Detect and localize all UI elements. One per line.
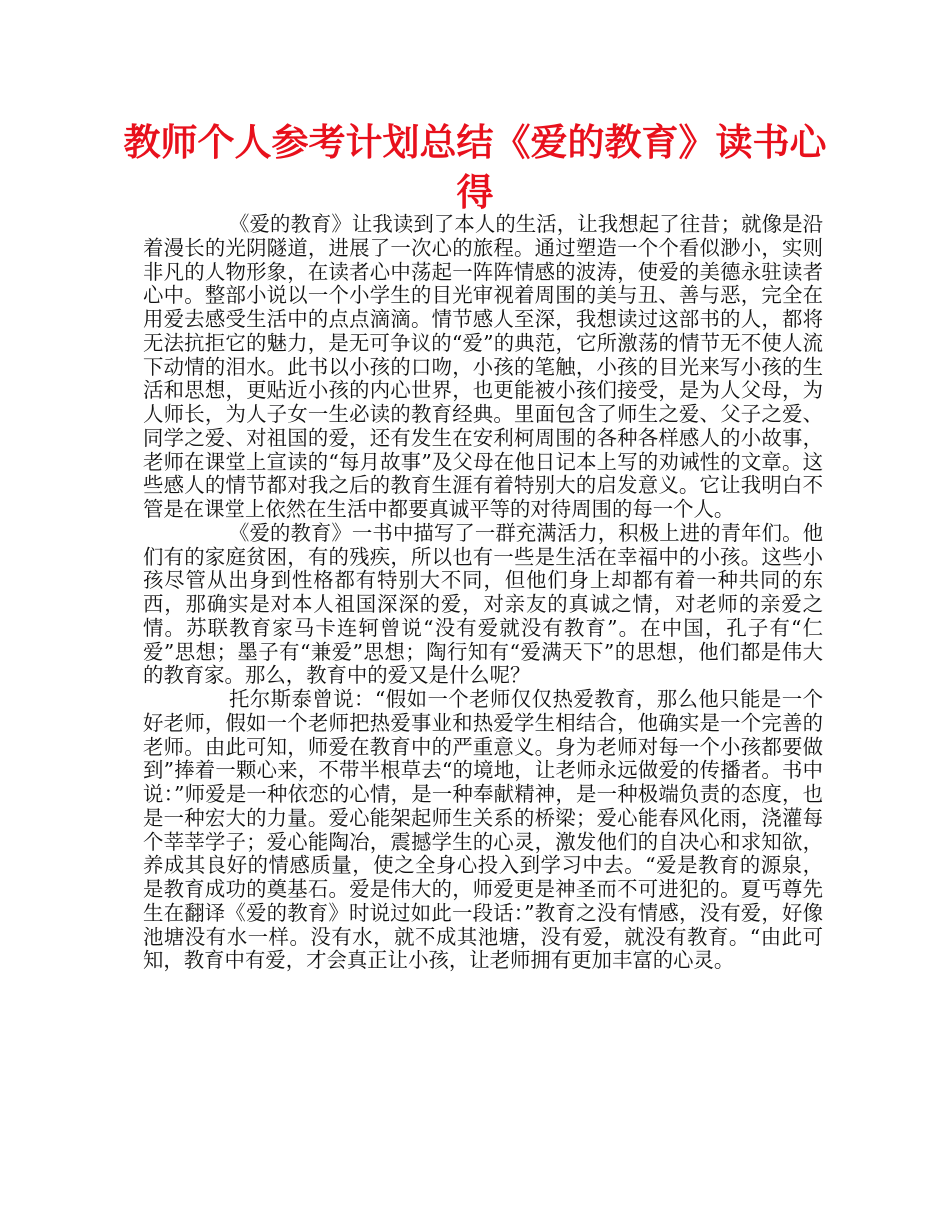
paragraph-3: 托尔斯泰曾说：“假如一个老师仅仅热爱教育，那么他只能是一个好老师，假如一个老师把热爱事业和热爱学生相结合，他确实是一个完善的老师。由此可知，师爱在教育中的严重意义。身为老师对每一个小孩都要做到”捧着一颗心来，不带半根草去“的境地，让老师永远做爱的传播者。书中说：”师爱是一种依恋的心情，是一种奉献精神，是一种极端负责的态度，也是一种宏大的力量。爱心能架起师生关系的桥梁；爱心能春风化雨，浇灌每个莘莘学子；爱心能陶冶，震撼学生的心灵，激发他们的自决心和求知欲，养成其良好的情感质量，使之全身心投入到学习中去。“爱是教育的源泉，是教育成功的奠基石。爱是伟大的，师爱更是神圣而不可进犯的。夏丐尊先生在翻译《爱的教育》时说过如此一段话：”教育之没有情感，没有爱，好像池塘没有水一样。没有水，就不成其池塘，没有爱，就没有教育。“由此可知，教育中有爱，才会真正让小孩，让老师拥有更加丰富的心灵。 [143,687,823,973]
document-body [143,213,823,973]
paragraph-2: 《爱的教育》一书中描写了一群充满活力，积极上进的青年们。他们有的家庭贫困，有的残疾，所以也有一些是生活在幸福中的小孩。这些小孩尽管从出身到性格都有特别大不同，但他们身上却都有着一种共同的东西，那确实是对本人祖国深深的爱，对亲友的真诚之情，对老师的亲爱之情。苏联教育家马卡连轲曾说“没有爱就没有教育”。在中国，孔子有“仁爱”思想；墨子有“兼爱”思想；陶行知有“爱满天下”的思想，他们都是伟大的教育家。那么，教育中的爱又是什么呢？ [143,520,823,688]
document-title: 教师个人参考计划总结《爱的教育》读书心得 [123,121,827,214]
paragraph-1: 《爱的教育》让我读到了本人的生活，让我想起了往昔；就像是沿着漫长的光阴隧道，进展了一次心的旅程。通过塑造一个个看似渺小，实则非凡的人物形象，在读者心中荡起一阵阵情感的波涛，使爱的美德永驻读者心中。整部小说以一个小学生的目光审视着周围的美与丑、善与恶，完全在用爱去感受生活中的点点滴滴。情节感人至深，我想读过这部书的人，都将无法抗拒它的魅力，是无可争议的“爱”的典范，它所激荡的情节无不使人流下动情的泪水。此书以小孩的口吻，小孩的笔触，小孩的目光来写小孩的生活和思想，更贴近小孩的内心世界，也更能被小孩们接受，是为人父母，为人师长，为人子女一生必读的教育经典。里面包含了师生之爱、父子之爱、同学之爱、对祖国的爱，还有发生在安利柯周围的各种各样感人的小故事，老师在课堂上宣读的“每月故事”及父母在他日记本上写的劝诫性的文章。这些感人的情节都对我之后的教育生涯有着特别大的启发意义。它让我明白不管是在课堂上依然在生活中都要真诚平等的对待周围的每一个人。 [143,212,823,521]
